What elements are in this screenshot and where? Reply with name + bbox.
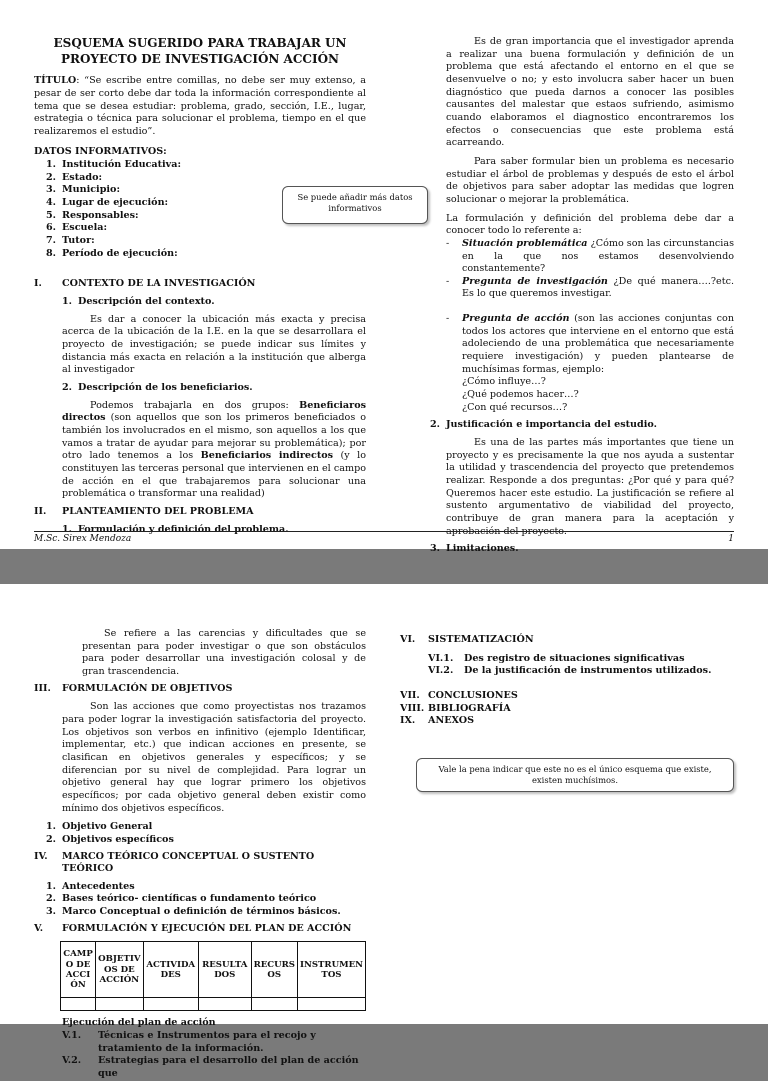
table-header-cell: RESULTA DOS xyxy=(198,942,251,998)
table-cell xyxy=(297,998,365,1011)
list-item: 5. Responsables: xyxy=(45,209,139,221)
contexto-paragraph: Es dar a conocer la ubicación más exacta y precisa acerca de la ubicación de la I.E. en la que se desarrollara el proyecto de investigación; se puede indicar sus límites y distancia más exacta en relación a la institución que alberga al investigador xyxy=(62,313,366,376)
limitaciones-paragraph: Se refiere a las carencias y dificultades que se presentan para poder investigar o que son obstáculos para poder desarrollar una investigación colosal y de gran trascendencia. xyxy=(82,628,366,677)
document-page-2 xyxy=(0,584,768,1080)
section-heading-IV: IV. MARCO TEÓRICO CONCEPTUAL O SUSTENTO TEÓRICO xyxy=(34,850,315,875)
subsection-item: VI.1. Des registro de situaciones significativas xyxy=(428,652,685,664)
table-header-row xyxy=(61,942,366,998)
page-number: 1 xyxy=(728,534,734,544)
list-item: 1. Institución Educativa: xyxy=(45,159,182,171)
right-column xyxy=(400,634,734,728)
list-item: - Pregunta de acción (son las acciones conjuntas con todos los actores que interviene en el entorno que está adoleciendo de una problemática que necesariamente requiere investigación) y pueden plantearse de muchísimas formas, ejemplo: ¿Cómo influye…? ¿Qué podemos hacer…? ¿Con qué recursos…? xyxy=(446,313,735,413)
subsection-item: V.1. Técnicas e Instrumentos para el recojo y tratamiento de la información. xyxy=(62,1030,316,1054)
problema-paragraph-1: Es de gran importancia que el investigador aprenda a realizar una buena formulación y definición de un problema que está afectando el entorno en el que se desenvuelve o no; y esto involucra saber hacer un buen diagnóstico que pueda darnos a conocer las posibles causantes del malestar que estaos sufriendo, asimismo cuando elaboramos el diagnostico encontraremos los efectos o consecuencias que este problema está acarreando. xyxy=(446,36,734,149)
table-cell xyxy=(96,998,143,1011)
table-cell xyxy=(251,998,297,1011)
list-item: 3. Marco Conceptual o definición de términos básicos. xyxy=(45,906,341,918)
problema-paragraph-3: La formulación y definición del problema debe dar a conocer todo lo referente a: xyxy=(446,212,734,237)
titulo-text: : “Se escribe entre comillas, no debe ser muy extenso, a pesar de ser corto debe dar toda la información correspondiente al tema que se desea estudiar: problema, grado, sección, I.E., lugar, estrategia o técnica para solucionar el problema, tiempo en el que realizaremos el estudio”. xyxy=(34,75,366,137)
list-item: 2. Estado: xyxy=(45,171,103,183)
section-heading-III: III. FORMULACIÓN DE OBJETIVOS xyxy=(34,682,233,694)
subsection-item: VI.2. De la justificación de instrumentos utilizados. xyxy=(428,665,712,677)
section-heading-IX: IX. ANEXOS xyxy=(400,715,475,727)
table-header-cell: RECURS OS xyxy=(251,942,297,998)
section-heading-VII: VII. CONCLUSIONES xyxy=(400,689,518,701)
list-item: 4. Lugar de ejecución: xyxy=(45,197,169,209)
table-header-cell: INSTRUMEN TOS xyxy=(297,942,365,998)
table-header-cell: CAMP O DE ACCI ÓN xyxy=(61,942,96,998)
footer-author: M.Sc. Sirex Mendoza xyxy=(34,534,132,544)
objetivos-list xyxy=(34,821,366,846)
beneficiarios-paragraph: Podemos trabajarla en dos grupos: Beneficiaros directos (son aquellos que son los primeros beneficiados o también los involucrados en el mismo, son aquellos a los que vamos a tratar de ayudar para mejorar su problemática); por otro lado tenemos a los Beneficiarios indirectos (y lo constituyen las terceras personal que intervienen en el campo de acción en el que trabajaremos para solucionar una problemática o transformar una realidad) xyxy=(62,399,366,500)
section-heading-VIII: VIII. BIBLIOGRAFÍA xyxy=(400,702,511,714)
list-item: 1. Objetivo General xyxy=(45,821,153,833)
plan-table xyxy=(60,941,366,1011)
table-header-cell: OBJETIV OS DE ACCIÓN xyxy=(96,942,143,998)
ejecucion-heading: Ejecución del plan de acción xyxy=(62,1017,216,1029)
right-column xyxy=(430,36,735,556)
justificacion-paragraph: Es una de las partes más importantes que tiene un proyecto y es precisamente la que nos ayuda a sustentar la utilidad y trascendencia del proyecto que pretendemos realizar. Responde a dos preguntas: ¿Por qué y para qué? Queremos hacer este estudio. La justificación se refiere al sustento argumentativo de viabilidad del proyecto, contribuye de gran manera para la aceptación y aprobación del proyecto. xyxy=(446,437,734,537)
subsection-heading: 1. Formulación y definición del problema. xyxy=(62,523,289,535)
document-title: ESQUEMA SUGERIDO PARA TRABAJAR UN PROYECTO DE INVESTIGACIÓN ACCIÓN xyxy=(53,36,347,66)
list-item: 8. Período de ejecución: xyxy=(45,247,178,259)
left-column xyxy=(34,628,366,1081)
datos-callout: Se puede añadir más datos informativos xyxy=(282,186,428,224)
objetivos-paragraph: Son las acciones que como proyectistas nos trazamos para poder lograr la investigación satisfactoria del proyecto. Los objetivos son verbos en infinitivo (ejemplo Identificar, implementar, etc.) que indican acciones en presente, se clasifican en objetivos generales y específicos; y se diferencian por su nivel de complejidad. Para lograr un objetivo general hay que lograr primero los objetivos específicos; por cada objetivo general deben existir como mínimo dos objetivos específicos. xyxy=(62,701,366,814)
section-heading-I: I. CONTEXTO DE LA INVESTIGACIÓN xyxy=(34,278,256,290)
list-item: - Pregunta de investigación ¿De qué manera….?etc. Es lo que queremos investigar. xyxy=(446,275,734,300)
list-item: 3. Municipio: xyxy=(45,184,120,196)
section-heading-V: V. FORMULACIÓN Y EJECUCIÓN DEL PLAN DE ACCIÓN xyxy=(34,922,352,934)
table-row xyxy=(61,998,366,1011)
subsection-item: V.2. Estrategias para el desarrollo del plan de acción que xyxy=(62,1055,359,1080)
marco-list xyxy=(34,881,366,919)
list-item: 2. Bases teórico- científicas o fundamento teórico xyxy=(45,893,317,905)
titulo-paragraph xyxy=(34,75,366,138)
list-item: 1. Antecedentes xyxy=(45,880,135,892)
table-cell xyxy=(61,998,96,1011)
section-heading-VI: VI. SISTEMATIZACIÓN xyxy=(400,634,534,645)
page-footer xyxy=(34,531,734,546)
list-item: 7. Tutor: xyxy=(45,235,95,247)
subsection-heading: 3. Limitaciones. xyxy=(430,543,519,555)
section-heading-II: II. PLANTEAMIENTO DEL PROBLEMA xyxy=(34,505,254,517)
esquema-callout: Vale la pena indicar que este no es el único esquema que existe, existen muchísimos. xyxy=(416,758,734,792)
subsection-heading: 2. Justificación e importancia del estudio. xyxy=(430,419,657,431)
table-cell xyxy=(143,998,198,1011)
subsection-heading: 1. Descripción del contexto. xyxy=(62,296,215,308)
list-item: 6. Escuela: xyxy=(45,222,108,234)
left-column xyxy=(34,36,366,536)
problema-paragraph-2: Para saber formular bien un problema es necesario estudiar el árbol de problemas y después de esto el árbol de objetivos para saber adoptar las medidas que logren solucionar o mejorar la problemática. xyxy=(446,155,734,205)
table-cell xyxy=(198,998,251,1011)
list-item: - Situación problemática ¿Cómo son las circunstancias en la que nos estamos desenvolviendo constantemente? xyxy=(446,237,734,275)
table-header-cell: ACTIVIDA DES xyxy=(143,942,198,998)
datos-heading: DATOS INFORMATIVOS: xyxy=(34,146,167,158)
list-item: 2. Objetivos específicos xyxy=(45,833,174,845)
subsection-heading: 2. Descripción de los beneficiarios. xyxy=(62,381,253,393)
titulo-label: TÍTULO xyxy=(34,75,77,87)
